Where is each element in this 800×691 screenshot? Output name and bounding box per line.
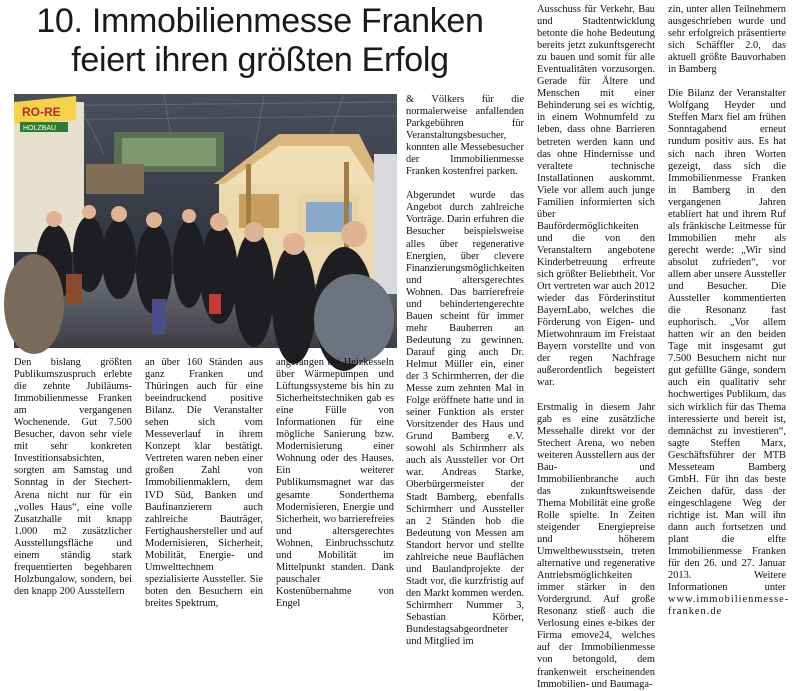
article-column-3 — [276, 357, 394, 609]
headline-line-2: feiert ihren größten Erfolg — [71, 41, 449, 79]
trade-fair-photo — [14, 94, 397, 348]
paragraph: zin, unter allen Teilnehmern ausgeschrieben wurde und sehr erfolgreich präsentierte sich Schäffler 2.0, das aktuell größte Bauvorhaben in Bamberg — [668, 4, 786, 76]
paragraph: Ausschuss für Verkehr, Bau und Stadtentwicklung betonte die hohe Bedeutung bereits jetzt zukunftsgerecht zu bauen und somit für alle Eventualitäten vorzusorgen. Gerade für Ältere und Menschen mit einer Behinderung sei es wichtig, in einem Wohnumfeld zu leben, dass ohne Barrieren betreten werden kann und das ohne Hindernisse und veraltete technische Installationen auskommt. Viele vor allem auch junge Familien informierten sich über Baufördermöglichkeiten und die von den Veranstaltern angebotene Kinderbetreuung erfreute sich größter Beliebtheit. Vor Ort vertreten war auch 2012 wieder das Förderinstitut BayernLabo, welches die Förderung von Eigen- und Mietwohnraum im Freistaat Bayern vorstellte und von der regen Nachfrage außerordentlich begeistert war. — [537, 4, 655, 389]
article-column-6 — [668, 4, 790, 618]
article-headline — [10, 2, 510, 80]
paragraph: an über 160 Ständen aus ganz Franken und Thüringen auch für eine beeindruckend positive Bilanz. Die Veranstalter sehen sich vom Messeverlauf in ihrem Konzept klar bestätigt. Vertreten waren neben einer großen Zahl von Immobilienmaklern, dem IVD Süd, Banken und Baufinanzierern auch zahlreiche Bauträger, Fertighaushersteller und auf Modernisieren, Sicherheit, Mobilität, Energie- und Umwelttechnem spezialisierte Aussteller. Sie boten den Besuchern ein breites Spektrum, — [145, 357, 263, 609]
paragraph-text: Die Bilanz der Veranstalter Wolfgang Heyder und Steffen Marx fiel am frühen Sonntagabend erneut rundum positiv aus. Es hat sich nach ihren Worten gezeigt, dass sich die Immobilienmesse Franken in Bamberg in den vergangenen Jahren etabliert hat und ihrem Ruf als fränkische Leitmesse für Immobilien mehr als gerecht werde: „Wir sind absolut zufrieden“, vor allem aber unsere Aussteller und Besucher. Die Aussteller kommentierten die Resonanz fast euphorisch. „Vor allem hatten wir an den beiden Tage mit insgesamt gut 7.500 Besuchern nicht nur gut gefüllte Gänge, sondern auch ein qualitativ sehr hochwertiges Publikum, das sich wirklich für das Thema interessierte und bereit ist, demnächst zu investieren“, sagte Steffen Marx, Geschäftsführer der MTB Messeteam Bamberg GmbH. Für ihn das beste Zeichen dafür, dass der eingeschlagene Weg der richtige ist. Man will ihn dann auch fortsetzen und plant die elfte Immobilienmesse Franken für den 26. und 27. Januar 2013. Weitere Informationen unter — [668, 88, 786, 594]
paragraph: Den bislang größten Publikumszuspruch erlebte die zehnte Jubiläums-Immobilienmesse Franken am vergangenen Wochenende. Gut 7.500 Besucher, davon sehr viele mit sehr konkreten Investitionsabsichten, sorgten am Samstag und Sonntag in der Stechert-Arena nicht nur für ein „volles Haus“, eine volle Zusatzhalle mit knapp 1.000 m2 zusätzlicher Ausstellungsfläche und einem ständig stark frequentierten begehbaren Holzbungalow, sondern, bei den knapp 200 Ausstellern — [14, 357, 132, 597]
trade-fair-photo-drawing — [14, 94, 397, 348]
headline-line-1: 10. Immobilienmesse Franken — [36, 2, 484, 40]
article-column-5 — [537, 4, 655, 690]
paragraph: Erstmalig in diesem Jahr gab es eine zusätzliche Messehalle direkt vor der Stechert Arena, wo neben weiteren Ausstellern aus der Bau- und Immobilienbranche auch das zukunftsweisende Thema Mobilität eine große Rolle spielte. In Zeiten steigender Energiepreise und höherem Umweltbewusstsein, treten alternative und regenerative Antriebsmöglichkeiten immer stärker in den Vordergrund. Auf große Resonanz stieß auch die Verlosung eines e-bikes der Firma emove24, welches auf der Immobilienmesse von betongold, dem frankenweit erscheinenden Immobilien- und Baumaga- — [537, 401, 655, 690]
article-column-1 — [14, 357, 132, 597]
paragraph — [668, 88, 790, 618]
website-url: www.immobilienmesse-franken.de — [668, 594, 790, 618]
paragraph: angefangen bei Heizkesseln über Wärmepumpen und Lüftungssysteme bis hin zu Sicherheitstechniken gab es eine Fülle von Informationen für eine mögliche Sanierung bzw. Modernisierung einer Wohnung oder des Hauses. Ein weiterer Publikumsmagnet war das gesamte Sonderthema Modernisieren, Energie und Sicherheit, wo barrierefreies und altersgerechtes Wohnen, Einbruchsschutz und Mobilität im Mittelpunkt standen. Dank pauschaler Kostenübernahme von Engel — [276, 357, 394, 609]
booth-sign-left: RO-RE — [22, 105, 61, 119]
paragraph: & Völkers für die normalerweise anfallenden Parkgebühren für Veranstaltungsbesucher, konnten alle Messebesucher der Immobilienmesse Franken kostenfrei parken. — [406, 94, 524, 178]
paragraph: Abgerundet wurde das Angebot durch zahlreiche Vorträge. Darin erfuhren die Besucher beispielsweise alles über regenerative Energien, über clevere Finanzierungsmöglichkeiten und altersgerechtes Wohnen. Das barrierefreie und behindertengerechte Bauen scheint für immer mehr Bauherren an Bedeutung zu gewinnen. Darauf ging auch Dr. Helmut Müller ein, einer der 3 Schirmherren, der die Messe zum zehnten Mal in Folge eröffnete hatte und in seiner Funktion als erster Vorsitzender des Haus und Grund Bamberg e.V. sowohl als Schirmherr als auch als Aussteller vor Ort war. Andreas Starke, Oberbürgermeister der Stadt Bamberg, ebenfalls Schirmherr und Aussteller an 2 Ständen hob die Bedeutung von Messen am Standort hervor und stellte zahlreiche neue Bauflächen und Baulandprojekte der Stadt vor, die kurzfristig auf den Markt kommen werden. Schirmherr Nummer 3, Sebastian Körber, Bundestagsabgeordneter und Mitglied im — [406, 190, 525, 648]
article-column-2 — [145, 357, 263, 609]
booth-sign-left-sub: HOLZBAU — [23, 125, 57, 132]
article-column-4 — [406, 94, 525, 648]
